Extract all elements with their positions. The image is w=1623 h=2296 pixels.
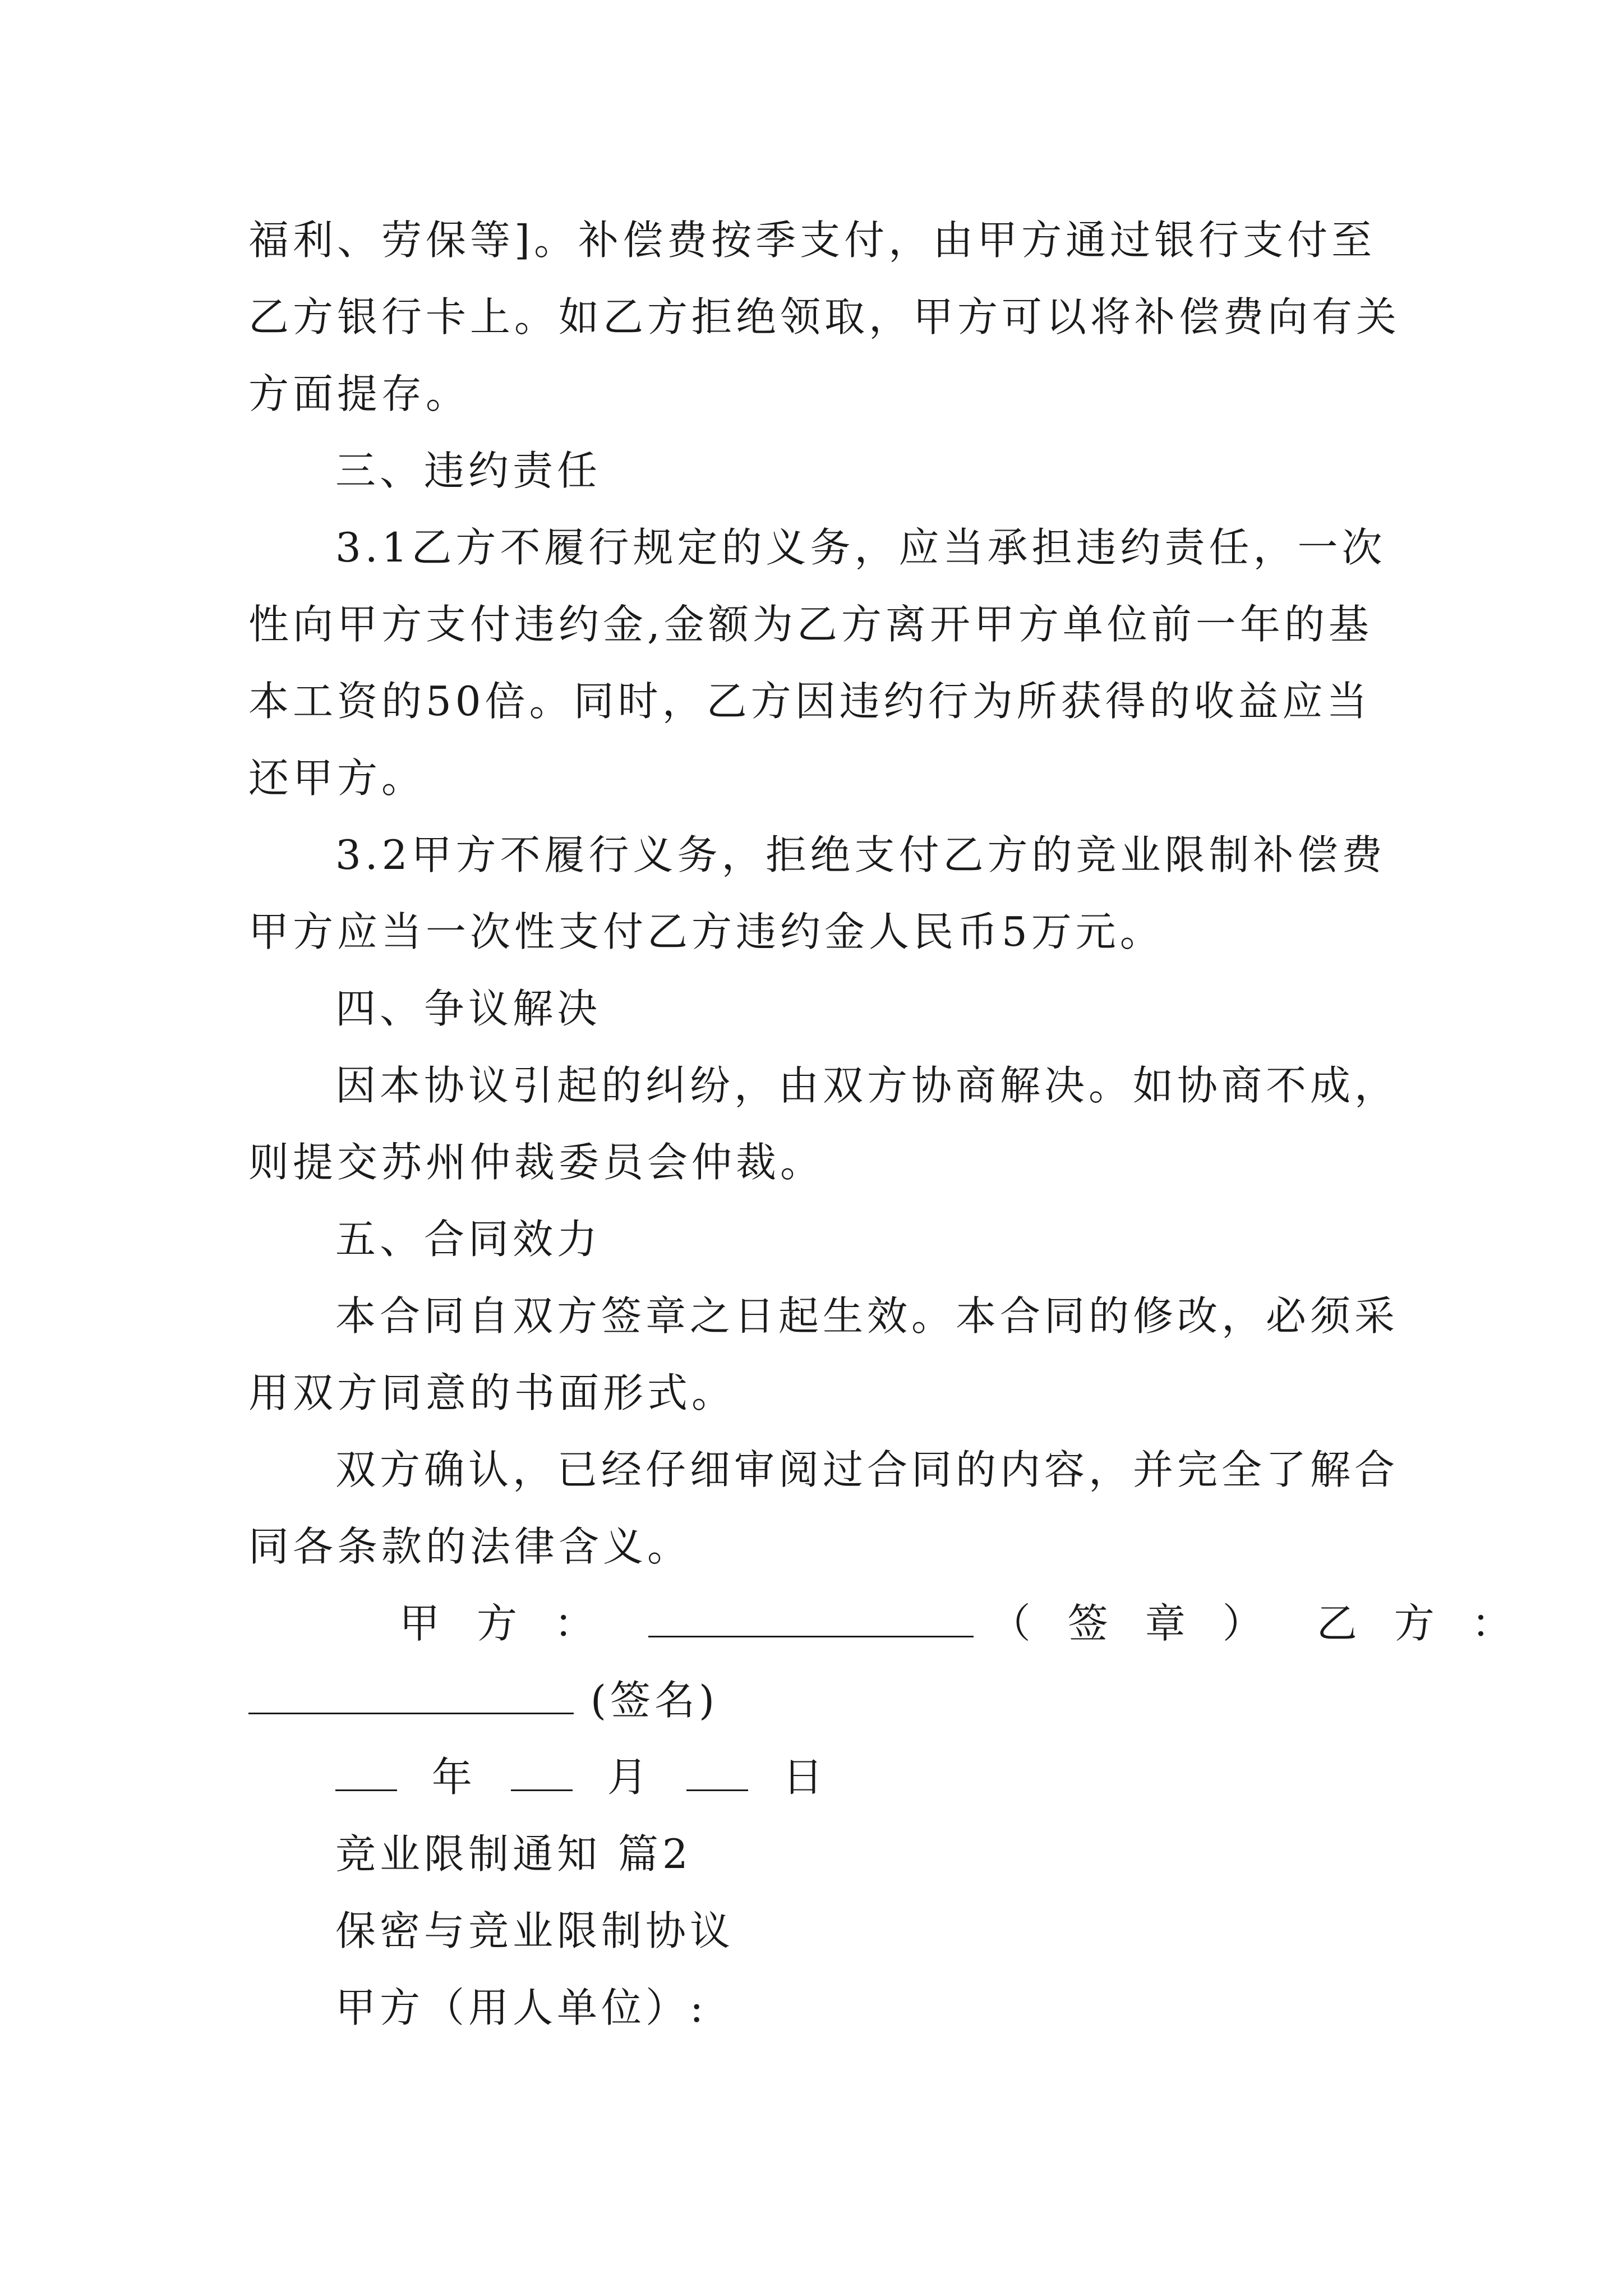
signature-row-a — [399, 1596, 1549, 1650]
month-blank[interactable] — [511, 1754, 573, 1791]
party-b-signature-blank[interactable] — [248, 1677, 574, 1714]
paragraph-line: 本合同自双方签章之日起生效。本合同的修改，必须采 — [335, 1292, 1399, 1340]
next-section-party-a: 甲方（用人单位）: — [335, 1984, 708, 2031]
section-heading-4: 四、争议解决 — [335, 985, 602, 1032]
paragraph-line: 则提交苏州仲裁委员会仲裁。 — [248, 1139, 825, 1186]
paragraph-line: 3.1乙方不履行规定的义务，应当承担违约责任，一次 — [335, 524, 1386, 571]
year-blank[interactable] — [335, 1754, 397, 1791]
section-heading-3: 三、违约责任 — [335, 447, 602, 494]
day-label: 日 — [782, 1754, 827, 1801]
section-heading-5: 五、合同效力 — [335, 1216, 602, 1263]
paragraph-line: 3.2甲方不履行义务，拒绝支付乙方的竞业限制补偿费 — [335, 831, 1386, 878]
year-label: 年 — [431, 1754, 476, 1801]
next-section-subtitle: 保密与竞业限制协议 — [335, 1907, 735, 1954]
signature-row-b — [248, 1673, 718, 1727]
party-a-label: 甲方： — [399, 1600, 632, 1647]
paragraph-line: 甲方应当一次性支付乙方违约金人民币5万元。 — [248, 908, 1164, 955]
day-blank[interactable] — [686, 1754, 748, 1791]
paragraph-line: 福利、劳保等]。补偿费按季支付，由甲方通过银行支付至 — [248, 217, 1376, 264]
party-b-label: 乙方： — [1316, 1600, 1549, 1647]
paragraph-line: 因本协议引起的纠纷，由双方协商解决。如协商不成， — [335, 1062, 1399, 1109]
paragraph-line: 还甲方。 — [248, 754, 426, 802]
month-label: 月 — [607, 1754, 652, 1801]
paragraph-line: 性向甲方支付违约金,金额为乙方离开甲方单位前一年的基 — [248, 601, 1373, 648]
paragraph-line: 双方确认，已经仔细审阅过合同的内容，并完全了解合 — [335, 1446, 1399, 1493]
paragraph-line: 方面提存。 — [248, 370, 471, 417]
next-section-title: 竞业限制通知 篇2 — [335, 1830, 692, 1878]
paragraph-line: 用双方同意的书面形式。 — [248, 1369, 736, 1416]
paragraph-line: 本工资的50倍。同时，乙方因违约行为所获得的收益应当 — [248, 678, 1371, 725]
party-b-suffix: (签名) — [590, 1677, 719, 1724]
paragraph-line: 同各条款的法律含义。 — [248, 1523, 692, 1570]
paragraph-line: 乙方银行卡上。如乙方拒绝领取，甲方可以将补偿费向有关 — [248, 293, 1401, 341]
party-a-signature-blank[interactable] — [648, 1600, 974, 1637]
party-a-suffix: （签章） — [990, 1600, 1300, 1647]
date-row — [335, 1750, 845, 1804]
